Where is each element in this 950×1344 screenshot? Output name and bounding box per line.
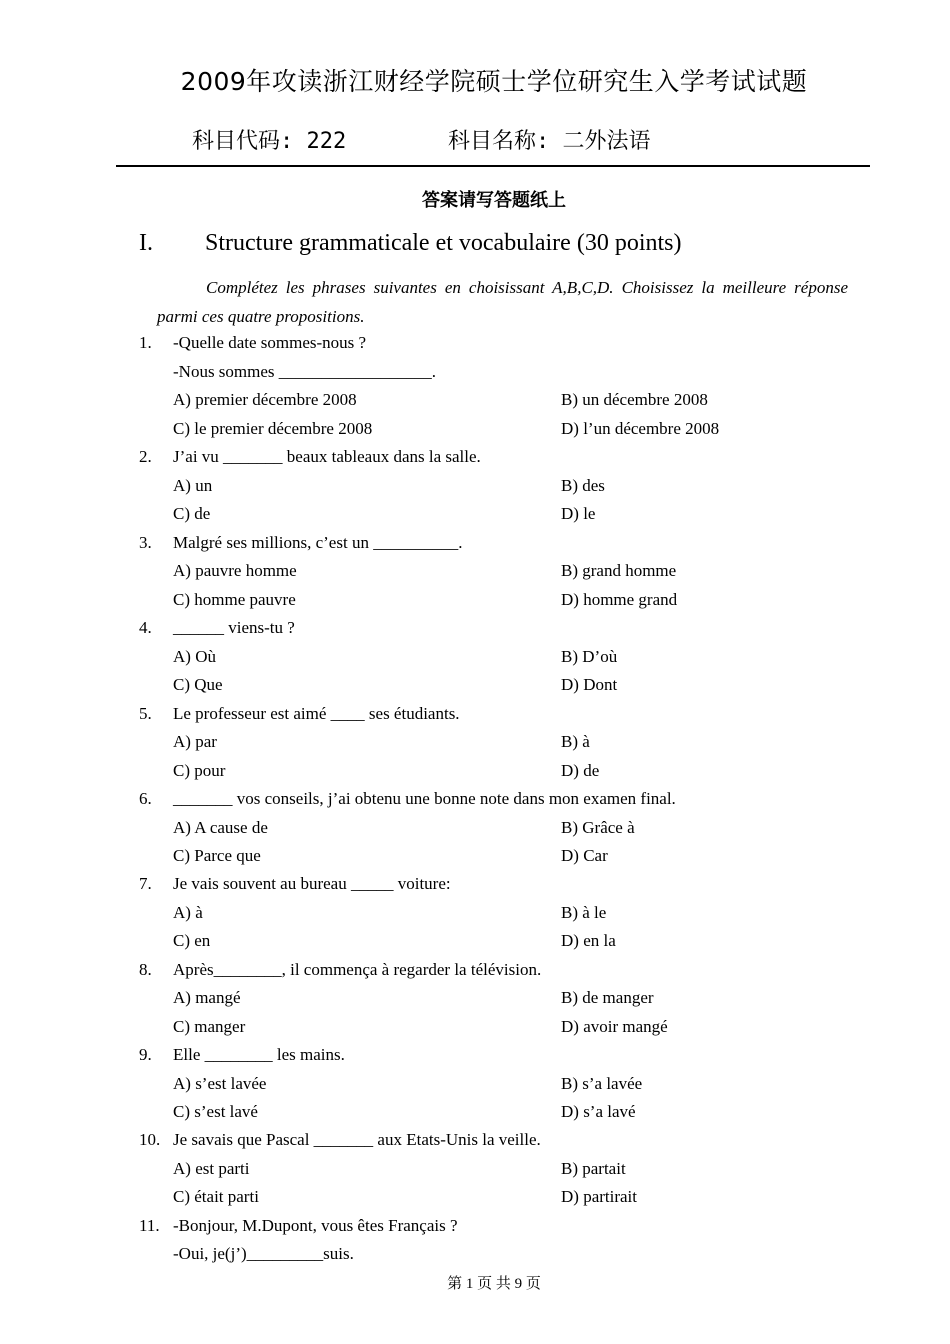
- option-d: D) avoir mangé: [561, 1017, 668, 1036]
- question-number: 10.: [139, 1130, 161, 1149]
- option-d: D) le: [561, 504, 596, 523]
- option-c: C) le premier décembre 2008: [173, 419, 373, 438]
- option-a: A) est parti: [173, 1159, 250, 1178]
- option-a: A) Où: [173, 647, 216, 666]
- question-text: Je vais souvent au bureau _____ voiture:: [173, 874, 451, 893]
- option-d: D) partirait: [561, 1187, 637, 1206]
- section-title: Structure grammaticale et vocabulaire (30 points): [205, 230, 682, 256]
- question-text: -Oui, je(j’)_________suis.: [173, 1244, 354, 1263]
- option-b: B) un décembre 2008: [561, 390, 708, 409]
- page-footer: [0, 1272, 950, 1293]
- option-a: A) par: [173, 732, 217, 751]
- question-text: Elle ________ les mains.: [173, 1045, 345, 1064]
- question-text: -Nous sommes __________________.: [173, 362, 437, 381]
- subject-name: 科目名称: 二外法语: [448, 129, 651, 154]
- option-c: C) en: [173, 931, 211, 950]
- question-number: 11.: [139, 1216, 160, 1235]
- option-c: C) homme pauvre: [173, 590, 296, 609]
- question-number: 9.: [139, 1045, 152, 1064]
- question-number: 1.: [139, 333, 152, 352]
- option-a: A) à: [173, 903, 203, 922]
- option-b: B) de manger: [561, 988, 654, 1007]
- option-c: C) s’est lavé: [173, 1102, 258, 1121]
- option-a: A) A cause de: [173, 818, 268, 837]
- option-d: D) homme grand: [561, 590, 678, 609]
- option-b: B) à: [561, 732, 590, 751]
- question-number: 3.: [139, 533, 152, 552]
- option-d: D) l’un décembre 2008: [561, 419, 720, 438]
- question-number: 6.: [139, 789, 152, 808]
- option-d: D) Dont: [561, 675, 618, 694]
- page-current: 1: [465, 1276, 474, 1292]
- option-c: C) était parti: [173, 1187, 259, 1206]
- option-c: C) Que: [173, 675, 223, 694]
- question-text: _______ vos conseils, j’ai obtenu une bonne note dans mon examen final.: [173, 789, 676, 808]
- option-b: B) à le: [561, 903, 607, 922]
- question-number: 5.: [139, 704, 152, 723]
- question-text: Je savais que Pascal _______ aux Etats-Unis la veille.: [173, 1130, 541, 1149]
- question-text: Malgré ses millions, c’est un __________.: [173, 533, 463, 552]
- option-d: D) en la: [561, 931, 616, 950]
- option-c: C) pour: [173, 761, 226, 780]
- answer-notice: 答案请写答题纸上: [422, 190, 566, 211]
- option-a: A) pauvre homme: [173, 561, 297, 580]
- option-b: B) D’où: [561, 647, 618, 666]
- question-number: 8.: [139, 960, 152, 979]
- option-a: A) s’est lavée: [173, 1074, 267, 1093]
- subject-code: 科目代码: 222: [192, 129, 347, 154]
- option-c: C) manger: [173, 1017, 246, 1036]
- footer-label-after: 页: [525, 1276, 541, 1292]
- footer-label-before: 第: [447, 1276, 463, 1292]
- question-text: Le professeur est aimé ____ ses étudiants.: [173, 704, 460, 723]
- question-number: 7.: [139, 874, 152, 893]
- option-b: B) partait: [561, 1159, 626, 1178]
- header-divider: [116, 165, 870, 167]
- option-d: D) s’a lavé: [561, 1102, 636, 1121]
- question-text: Après________, il commença à regarder la télévision.: [173, 960, 542, 979]
- option-d: D) Car: [561, 846, 608, 865]
- section-number: I.: [139, 230, 153, 256]
- question-text: -Quelle date sommes-nous ?: [173, 333, 367, 352]
- page-total: 9: [514, 1276, 523, 1292]
- option-b: B) des: [561, 476, 605, 495]
- question-text: -Bonjour, M.Dupont, vous êtes Français ?: [173, 1216, 458, 1235]
- option-d: D) de: [561, 761, 600, 780]
- footer-label-mid: 页 共: [477, 1276, 511, 1292]
- option-b: B) Grâce à: [561, 818, 635, 837]
- option-c: C) de: [173, 504, 211, 523]
- option-b: B) s’a lavée: [561, 1074, 643, 1093]
- option-c: C) Parce que: [173, 846, 261, 865]
- question-number: 2.: [139, 447, 152, 466]
- question-number: 4.: [139, 618, 152, 637]
- question-text: J’ai vu _______ beaux tableaux dans la salle.: [173, 447, 481, 466]
- exam-title: 2009年攻读浙江财经学院硕士学位研究生入学考试试题: [180, 67, 808, 96]
- option-a: A) premier décembre 2008: [173, 390, 357, 409]
- option-b: B) grand homme: [561, 561, 677, 580]
- option-a: A) mangé: [173, 988, 241, 1007]
- section-instructions: Complétez les phrases suivantes en choisissant A,B,C,D. Choisissez la meilleure réponse parmi ces quatre propositions.: [157, 278, 848, 326]
- option-a: A) un: [173, 476, 213, 495]
- question-text: ______ viens-tu ?: [173, 618, 295, 637]
